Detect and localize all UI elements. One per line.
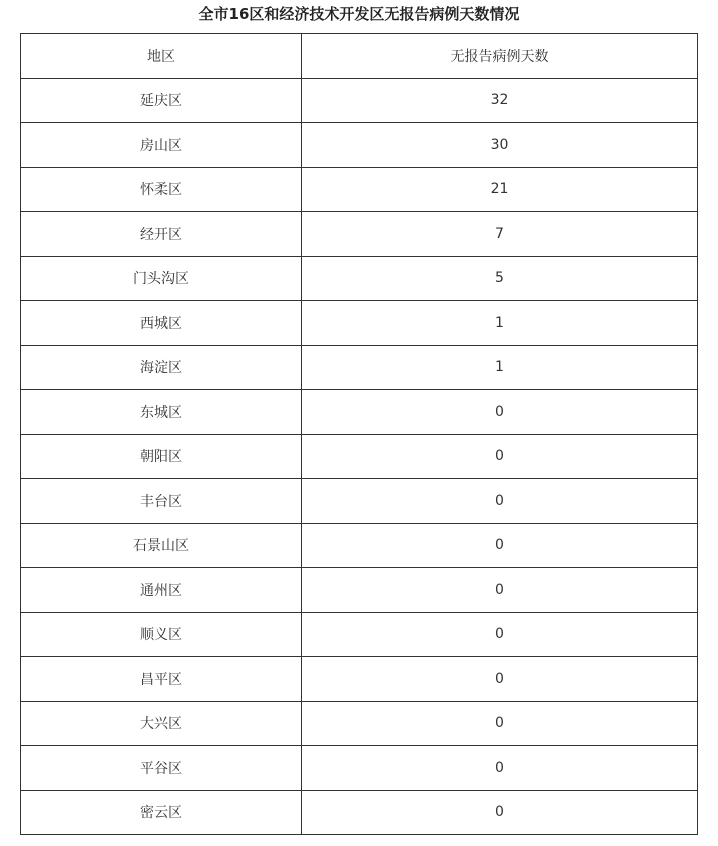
region-cell: 西城区 xyxy=(21,301,302,346)
days-cell: 1 xyxy=(302,301,698,346)
days-cell: 30 xyxy=(302,123,698,168)
table-row xyxy=(21,701,698,746)
days-cell: 0 xyxy=(302,479,698,524)
table-row xyxy=(21,345,698,390)
days-cell: 7 xyxy=(302,212,698,257)
days-cell: 0 xyxy=(302,612,698,657)
table-body xyxy=(21,78,698,835)
column-header-days: 无报告病例天数 xyxy=(302,34,698,79)
table-row xyxy=(21,390,698,435)
region-cell: 经开区 xyxy=(21,212,302,257)
days-cell: 0 xyxy=(302,657,698,702)
data-table xyxy=(20,33,698,835)
table-row xyxy=(21,78,698,123)
region-cell: 房山区 xyxy=(21,123,302,168)
days-cell: 21 xyxy=(302,167,698,212)
table-row xyxy=(21,746,698,791)
days-cell: 0 xyxy=(302,523,698,568)
region-cell: 东城区 xyxy=(21,390,302,435)
page-title: 全市16区和经济技术开发区无报告病例天数情况 xyxy=(198,5,520,23)
days-cell: 0 xyxy=(302,568,698,613)
days-cell: 1 xyxy=(302,345,698,390)
table-row xyxy=(21,612,698,657)
table-header-row xyxy=(21,34,698,79)
region-cell: 门头沟区 xyxy=(21,256,302,301)
region-cell: 怀柔区 xyxy=(21,167,302,212)
table-row xyxy=(21,434,698,479)
region-cell: 延庆区 xyxy=(21,78,302,123)
table-row xyxy=(21,523,698,568)
table-row xyxy=(21,167,698,212)
days-cell: 0 xyxy=(302,746,698,791)
days-cell: 0 xyxy=(302,701,698,746)
region-cell: 平谷区 xyxy=(21,746,302,791)
days-cell: 32 xyxy=(302,78,698,123)
column-header-region: 地区 xyxy=(21,34,302,79)
table-row xyxy=(21,568,698,613)
region-cell: 海淀区 xyxy=(21,345,302,390)
table-row xyxy=(21,301,698,346)
table-row xyxy=(21,479,698,524)
table-row xyxy=(21,657,698,702)
region-cell: 通州区 xyxy=(21,568,302,613)
region-cell: 昌平区 xyxy=(21,657,302,702)
region-cell: 丰台区 xyxy=(21,479,302,524)
region-cell: 大兴区 xyxy=(21,701,302,746)
region-cell: 石景山区 xyxy=(21,523,302,568)
table-row xyxy=(21,790,698,835)
table-row xyxy=(21,123,698,168)
days-cell: 0 xyxy=(302,790,698,835)
region-cell: 密云区 xyxy=(21,790,302,835)
days-cell: 5 xyxy=(302,256,698,301)
table-row xyxy=(21,256,698,301)
region-cell: 朝阳区 xyxy=(21,434,302,479)
table-row xyxy=(21,212,698,257)
days-cell: 0 xyxy=(302,434,698,479)
region-cell: 顺义区 xyxy=(21,612,302,657)
days-cell: 0 xyxy=(302,390,698,435)
